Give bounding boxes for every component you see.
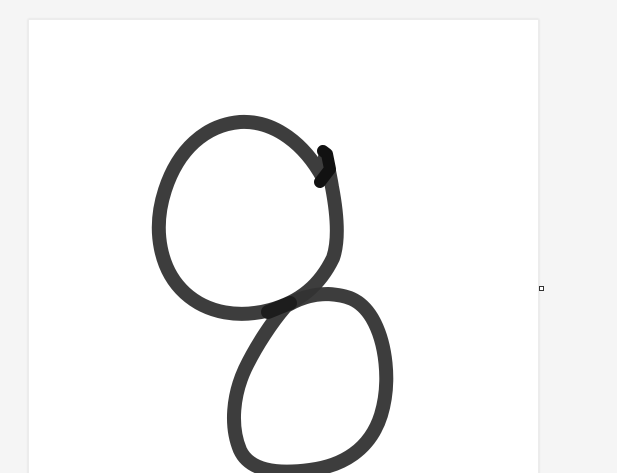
resize-handle-icon[interactable] [539, 286, 544, 291]
drawing-page[interactable] [28, 19, 539, 473]
